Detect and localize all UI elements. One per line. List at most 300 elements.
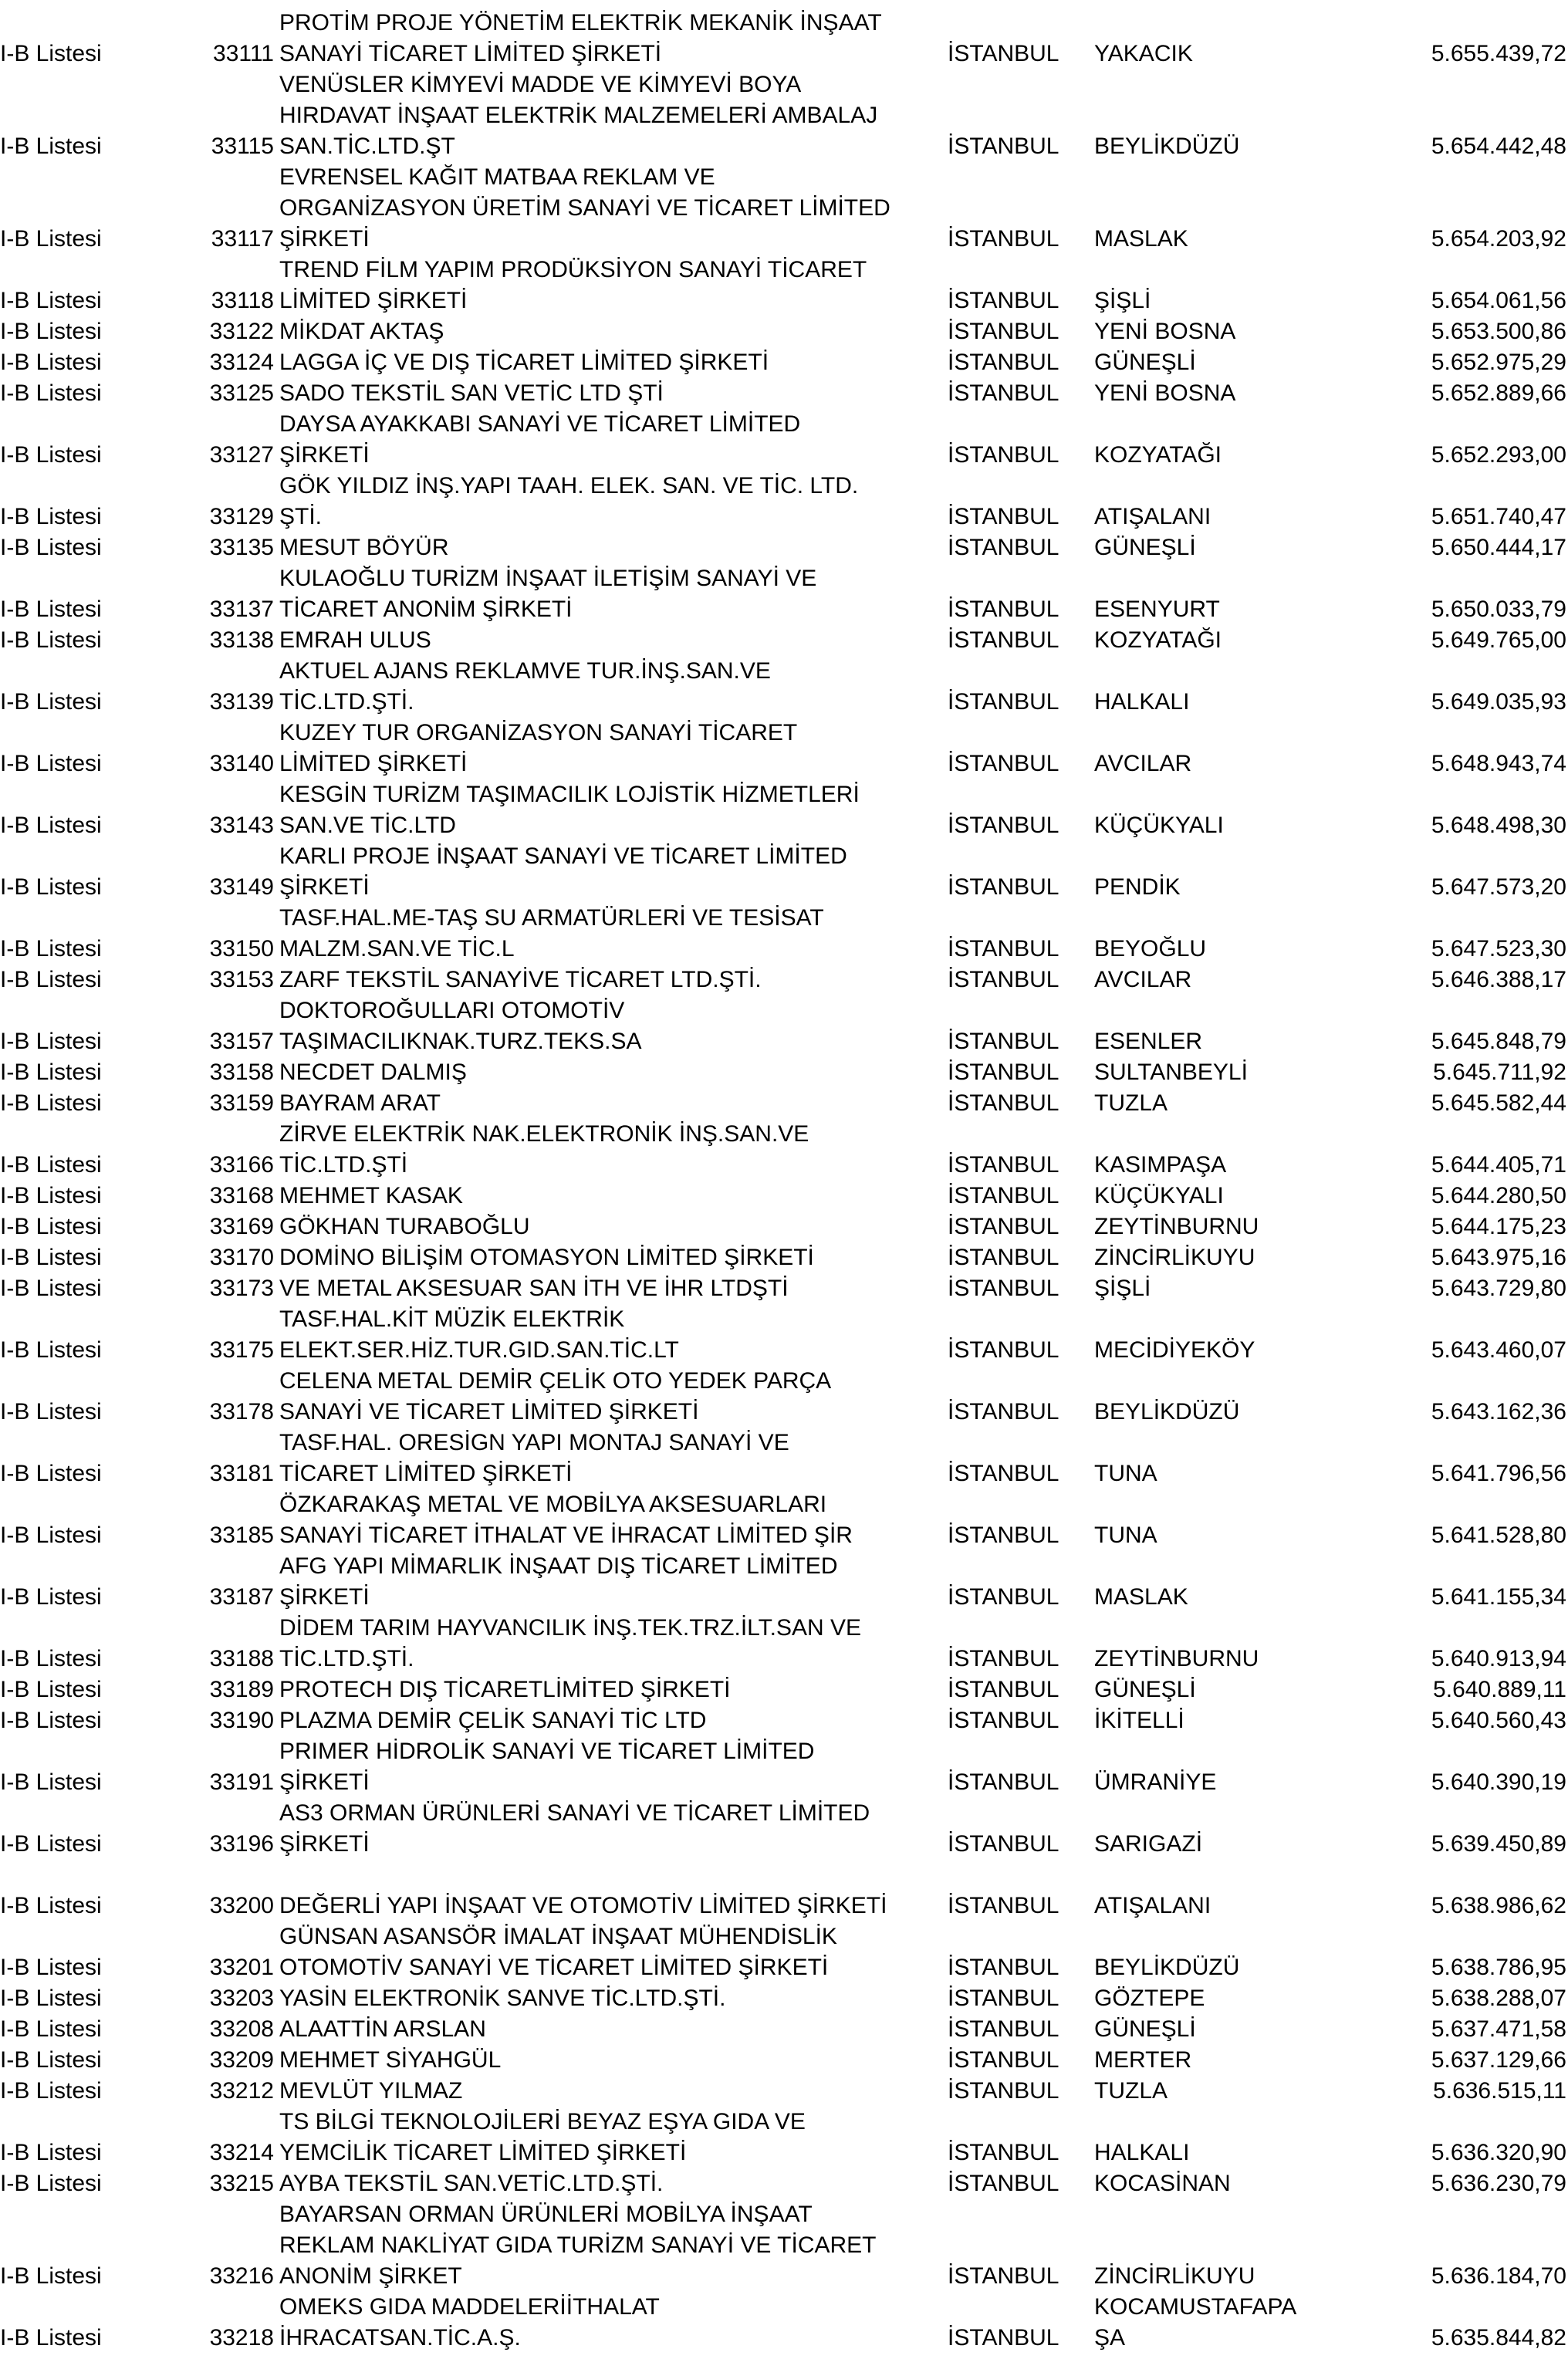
company-name-line: GÖK YILDIZ İNŞ.YAPI TAAH. ELEK. SAN. VE TİC. LTD. (279, 473, 859, 498)
company-name (274, 965, 943, 995)
company-name-line: ŞİRKETİ (279, 874, 370, 900)
list-label: I-B Listesi (0, 1337, 102, 1363)
list-label: I-B Listesi (0, 442, 102, 468)
list-label: I-B Listesi (0, 627, 102, 653)
company-name-line: TASF.HAL.ME-TAŞ SU ARMATÜRLERİ VE TESİSAT (279, 905, 824, 931)
district-line: ÜMRANİYE (1094, 1769, 1217, 1795)
company-name (274, 409, 943, 471)
company-name-line: OMEKS GIDA MADDELERİİTHALAT (279, 2294, 660, 2320)
district (1094, 39, 1418, 69)
list-label: I-B Listesi (0, 1152, 102, 1178)
company-name (274, 2045, 943, 2076)
district (1094, 1150, 1418, 1181)
amount: 5.645.711,92 (1433, 1060, 1566, 1085)
table-row (0, 2076, 1568, 2107)
district (1094, 1181, 1418, 1212)
city: İSTANBUL (948, 1214, 1059, 1239)
district-line: GÜNEŞLİ (1094, 2016, 1196, 2042)
company-name-line: VENÜSLER KİMYEVİ MADDE VE KİMYEVİ BOYA (279, 72, 802, 97)
record-number: 33149 (209, 874, 274, 900)
company-name (274, 69, 943, 162)
company-name-line: TAŞIMACILIKNAK.TURZ.TEKS.SA (279, 1029, 642, 1054)
amount: 5.652.889,66 (1431, 380, 1566, 406)
district-line: ZİNCİRLİKUYU (1094, 1245, 1255, 1270)
district-line: YENİ BOSNA (1094, 319, 1236, 344)
district (1094, 131, 1418, 162)
district (1094, 872, 1418, 903)
table-row (0, 347, 1568, 378)
city: İSTANBUL (948, 813, 1059, 838)
amount: 5.637.129,66 (1431, 2047, 1566, 2073)
district (1094, 1582, 1418, 1613)
record-number: 33187 (209, 1584, 274, 1610)
document-table (0, 8, 1568, 2354)
company-name-line: KULAOĞLU TURİZM İNŞAAT İLETİŞİM SANAYİ VE (279, 566, 817, 591)
list-label: I-B Listesi (0, 226, 102, 252)
record-number: 33150 (209, 936, 274, 962)
company-name (274, 1891, 943, 1921)
company-name (274, 1088, 943, 1119)
table-row (0, 532, 1568, 563)
list-label: I-B Listesi (0, 1955, 102, 1980)
company-name-line: TİC.LTD.ŞTİ. (279, 1646, 414, 1671)
company-name-line: TS BİLGİ TEKNOLOJİLERİ BEYAZ EŞYA GIDA VE (279, 2109, 806, 2134)
district-line: MECİDİYEKÖY (1094, 1337, 1255, 1363)
table-row (0, 1242, 1568, 1273)
amount: 5.647.573,20 (1431, 874, 1566, 900)
district-line: TUZLA (1094, 1090, 1168, 1116)
amount: 5.640.889,11 (1433, 1677, 1566, 1702)
company-name-line: LAGGA İÇ VE DIŞ TİCARET LİMİTED ŞİRKETİ (279, 350, 769, 375)
district (1094, 965, 1418, 995)
record-number: 33216 (209, 2263, 274, 2289)
list-label: I-B Listesi (0, 1276, 102, 1301)
table-row (0, 903, 1568, 965)
district-line: HALKALI (1094, 689, 1190, 715)
district (1094, 1057, 1418, 1088)
company-name (274, 471, 943, 532)
record-number: 33190 (209, 1708, 274, 1733)
company-name (274, 1798, 943, 1860)
list-label: I-B Listesi (0, 1769, 102, 1795)
amount: 5.647.523,30 (1431, 936, 1566, 962)
company-name (274, 162, 943, 255)
district-line: TUNA (1094, 1523, 1157, 1548)
record-number: 33173 (209, 1276, 274, 1301)
list-label: I-B Listesi (0, 1677, 102, 1702)
list-label: I-B Listesi (0, 1646, 102, 1671)
company-name-line: MEHMET KASAK (279, 1183, 463, 1208)
amount: 5.655.439,72 (1431, 41, 1566, 66)
city: İSTANBUL (948, 2016, 1059, 2042)
table-row (0, 2014, 1568, 2045)
district-line: BEYLİKDÜZÜ (1094, 133, 1240, 159)
record-number: 33138 (209, 627, 274, 653)
table-row (0, 1088, 1568, 1119)
company-name-line: ZİRVE ELEKTRİK NAK.ELEKTRONİK İNŞ.SAN.VE (279, 1121, 809, 1147)
district (1094, 1458, 1418, 1489)
company-name-line: YASİN ELEKTRONİK SANVE TİC.LTD.ŞTİ. (279, 1986, 726, 2011)
table-row (0, 255, 1568, 316)
district (1094, 1952, 1418, 1983)
city: İSTANBUL (948, 936, 1059, 962)
amount: 5.635.844,82 (1431, 2325, 1566, 2351)
district-line: MASLAK (1094, 1584, 1188, 1610)
district-line: ESENLER (1094, 1029, 1203, 1054)
company-name (274, 532, 943, 563)
company-name-line: VE METAL AKSESUAR SAN İTH VE İHR LTDŞTİ (279, 1276, 789, 1301)
district (1094, 749, 1418, 779)
company-name-line: İHRACATSAN.TİC.A.Ş. (279, 2325, 521, 2351)
district-line: GÜNEŞLİ (1094, 1677, 1196, 1702)
district-line: GÖZTEPE (1094, 1986, 1205, 2011)
city: İSTANBUL (948, 1461, 1059, 1486)
company-name-line: AKTUEL AJANS REKLAMVE TUR.İNŞ.SAN.VE (279, 658, 771, 684)
record-number: 33137 (209, 597, 274, 622)
company-name-line: BAYRAM ARAT (279, 1090, 441, 1116)
table-row (0, 1119, 1568, 1181)
amount: 5.643.162,36 (1431, 1399, 1566, 1425)
company-name-line: MEVLÜT YILMAZ (279, 2078, 463, 2104)
city: İSTANBUL (948, 2325, 1059, 2351)
district-line: HALKALI (1094, 2140, 1190, 2165)
city: İSTANBUL (948, 1276, 1059, 1301)
district (1094, 286, 1418, 316)
table-row (0, 1304, 1568, 1366)
district (1094, 2014, 1418, 2045)
list-label: I-B Listesi (0, 380, 102, 406)
record-number: 33189 (209, 1677, 274, 1702)
company-name-line: DOKTOROĞULLARI OTOMOTİV (279, 998, 625, 1023)
record-number: 33124 (209, 350, 274, 375)
district-line: KÜÇÜKYALI (1094, 813, 1224, 838)
district (1094, 1891, 1418, 1921)
company-name-line: PROTECH DIŞ TİCARETLİMİTED ŞİRKETİ (279, 1677, 731, 1702)
amount: 5.641.528,80 (1431, 1523, 1566, 1548)
company-name-line: TASF.HAL. ORESİGN YAPI MONTAJ SANAYİ VE (279, 1430, 789, 1455)
district (1094, 810, 1418, 841)
table-row (0, 1489, 1568, 1551)
list-label: I-B Listesi (0, 1183, 102, 1208)
record-number: 33127 (209, 442, 274, 468)
list-label: I-B Listesi (0, 2263, 102, 2289)
amount: 5.654.061,56 (1431, 288, 1566, 313)
company-name (274, 1705, 943, 1736)
list-label: I-B Listesi (0, 1090, 102, 1116)
table-row (0, 1181, 1568, 1212)
table-row (0, 563, 1568, 625)
record-number: 33111 (213, 41, 274, 66)
record-number: 33122 (209, 319, 274, 344)
record-number: 33175 (209, 1337, 274, 1363)
table-row (0, 1551, 1568, 1613)
city: İSTANBUL (948, 2171, 1059, 2196)
record-number: 33215 (209, 2171, 274, 2196)
table-row (0, 409, 1568, 471)
record-number: 33118 (211, 288, 274, 313)
company-name-line: PLAZMA DEMİR ÇELİK SANAYİ TİC LTD (279, 1708, 707, 1733)
table-row (0, 1736, 1568, 1798)
district-line: YAKACIK (1094, 41, 1193, 66)
record-number: 33125 (209, 380, 274, 406)
company-name-line: ŞİRKETİ (279, 442, 370, 468)
table-row (0, 1891, 1568, 1921)
company-name-line: AYBA TEKSTİL SAN.VETİC.LTD.ŞTİ. (279, 2171, 664, 2196)
list-label: I-B Listesi (0, 2078, 102, 2104)
amount: 5.640.913,94 (1431, 1646, 1566, 1671)
company-name (274, 1119, 943, 1181)
amount: 5.643.460,07 (1431, 1337, 1566, 1363)
record-number: 33153 (209, 967, 274, 992)
record-number: 33191 (209, 1769, 274, 1795)
table-row (0, 1428, 1568, 1489)
company-name (274, 1489, 943, 1551)
list-label: I-B Listesi (0, 1893, 102, 1918)
record-number: 33170 (209, 1245, 274, 1270)
record-number: 33143 (209, 813, 274, 838)
district (1094, 1520, 1418, 1551)
list-label: I-B Listesi (0, 967, 102, 992)
district-line: BEYOĞLU (1094, 936, 1207, 962)
district (1094, 1335, 1418, 1366)
company-name-line: ZARF TEKSTİL SANAYİVE TİCARET LTD.ŞTİ. (279, 967, 762, 992)
city: İSTANBUL (948, 1090, 1059, 1116)
city: İSTANBUL (948, 2078, 1059, 2104)
company-name-line: EVRENSEL KAĞIT MATBAA REKLAM VE (279, 164, 715, 190)
company-name-line: ŞİRKETİ (279, 226, 370, 252)
company-name (274, 625, 943, 656)
company-name-line: KUZEY TUR ORGANİZASYON SANAYİ TİCARET (279, 720, 798, 745)
company-name-line: DEĞERLİ YAPI İNŞAAT VE OTOMOTİV LİMİTED ŞİRKETİ (279, 1893, 887, 1918)
amount: 5.650.444,17 (1431, 535, 1566, 560)
list-label: I-B Listesi (0, 1986, 102, 2011)
district-line: ŞA (1094, 2325, 1126, 2351)
city: İSTANBUL (948, 1831, 1059, 1857)
district (1094, 1212, 1418, 1242)
city: İSTANBUL (948, 1245, 1059, 1270)
record-number: 33117 (211, 226, 274, 252)
district-line: AVCILAR (1094, 751, 1192, 776)
company-name-line: DİDEM TARIM HAYVANCILIK İNŞ.TEK.TRZ.İLT.SAN VE (279, 1615, 862, 1641)
company-name-line: AS3 ORMAN ÜRÜNLERİ SANAYİ VE TİCARET LİMİTED (279, 1800, 870, 1826)
city: İSTANBUL (948, 1646, 1059, 1671)
amount: 5.645.848,79 (1431, 1029, 1566, 1054)
list-label: I-B Listesi (0, 689, 102, 715)
record-number: 33181 (209, 1461, 274, 1486)
table-row (0, 1366, 1568, 1428)
record-number: 33214 (209, 2140, 274, 2165)
company-name (274, 2076, 943, 2107)
table-row (0, 1273, 1568, 1304)
district-line: ŞİŞLİ (1094, 1276, 1151, 1301)
record-number: 33185 (209, 1523, 274, 1548)
table-row (0, 995, 1568, 1057)
table-row (0, 656, 1568, 718)
company-name (274, 1921, 943, 1983)
company-name-line: TİC.LTD.ŞTİ. (279, 689, 414, 715)
company-name-line: ALAATTİN ARSLAN (279, 2016, 486, 2042)
record-number: 33200 (209, 1893, 274, 1918)
city: İSTANBUL (948, 597, 1059, 622)
company-name (274, 718, 943, 779)
company-name (274, 1983, 943, 2014)
amount: 5.641.155,34 (1431, 1584, 1566, 1610)
city: İSTANBUL (948, 1677, 1059, 1702)
table-row (0, 2045, 1568, 2076)
district (1094, 687, 1418, 718)
district (1094, 1829, 1418, 1860)
company-name-line: ELEKT.SER.HİZ.TUR.GID.SAN.TİC.LT (279, 1337, 679, 1363)
record-number: 33188 (209, 1646, 274, 1671)
company-name-line: REKLAM NAKLİYAT GIDA TURİZM SANAYİ VE TİCARET (279, 2232, 877, 2258)
city: İSTANBUL (948, 967, 1059, 992)
city: İSTANBUL (948, 442, 1059, 468)
district (1094, 2076, 1418, 2107)
record-number: 33166 (209, 1152, 274, 1178)
table-row (0, 471, 1568, 532)
company-name-line: SANAYİ TİCARET LİMİTED ŞİRKETİ (279, 41, 662, 66)
company-name (274, 1366, 943, 1428)
district (1094, 625, 1418, 656)
city: İSTANBUL (948, 1769, 1059, 1795)
table-row (0, 316, 1568, 347)
city: İSTANBUL (948, 1029, 1059, 1054)
city: İSTANBUL (948, 41, 1059, 66)
list-label: I-B Listesi (0, 2047, 102, 2073)
company-name (274, 995, 943, 1057)
district (1094, 224, 1418, 255)
district (1094, 532, 1418, 563)
list-label: I-B Listesi (0, 535, 102, 560)
district-line: BEYLİKDÜZÜ (1094, 1399, 1240, 1425)
city: İSTANBUL (948, 1183, 1059, 1208)
company-name (274, 1613, 943, 1675)
company-name (274, 2014, 943, 2045)
record-number: 33203 (209, 1986, 274, 2011)
district-line: GÜNEŞLİ (1094, 535, 1196, 560)
amount: 5.652.975,29 (1431, 350, 1566, 375)
city: İSTANBUL (948, 751, 1059, 776)
table-row (0, 1921, 1568, 1983)
district-line: ZEYTİNBURNU (1094, 1214, 1259, 1239)
table-row (0, 1675, 1568, 1705)
city: İSTANBUL (948, 874, 1059, 900)
company-name-line: ORGANİZASYON ÜRETİM SANAYİ VE TİCARET LİMİTED (279, 195, 890, 221)
company-name-line: KESGİN TURİZM TAŞIMACILIK LOJİSTİK HİZMETLERİ (279, 782, 860, 807)
amount: 5.645.582,44 (1431, 1090, 1566, 1116)
company-name (274, 8, 943, 69)
table-row (0, 2292, 1568, 2354)
list-label: I-B Listesi (0, 597, 102, 622)
amount: 5.643.975,16 (1431, 1245, 1566, 1270)
list-label: I-B Listesi (0, 2016, 102, 2042)
district-line: ŞİŞLİ (1094, 288, 1151, 313)
city: İSTANBUL (948, 380, 1059, 406)
record-number: 33129 (209, 504, 274, 529)
list-label: I-B Listesi (0, 1831, 102, 1857)
record-number: 33212 (209, 2078, 274, 2104)
district-line: KOZYATAĞI (1094, 627, 1222, 653)
company-name (274, 378, 943, 409)
list-label: I-B Listesi (0, 1461, 102, 1486)
table-row (0, 1212, 1568, 1242)
company-name (274, 563, 943, 625)
district (1094, 1026, 1418, 1057)
record-number: 33115 (211, 133, 274, 159)
record-number: 33157 (209, 1029, 274, 1054)
city: İSTANBUL (948, 535, 1059, 560)
list-label: I-B Listesi (0, 751, 102, 776)
company-name-line: SANAYİ VE TİCARET LİMİTED ŞİRKETİ (279, 1399, 699, 1425)
district (1094, 1767, 1418, 1798)
company-name-line: ŞİRKETİ (279, 1769, 370, 1795)
district (1094, 1644, 1418, 1675)
city: İSTANBUL (948, 350, 1059, 375)
company-name (274, 1273, 943, 1304)
amount: 5.637.471,58 (1431, 2016, 1566, 2042)
list-label: I-B Listesi (0, 1060, 102, 1085)
table-row (0, 2199, 1568, 2292)
district-line: SARIGAZİ (1094, 1831, 1203, 1857)
record-number: 33218 (209, 2325, 274, 2351)
list-label: I-B Listesi (0, 936, 102, 962)
table-row (0, 2168, 1568, 2199)
company-name (274, 1057, 943, 1088)
company-name (274, 1736, 943, 1798)
district (1094, 1983, 1418, 2014)
district-line: KASIMPAŞA (1094, 1152, 1227, 1178)
city: İSTANBUL (948, 1584, 1059, 1610)
company-name-line: ŞTİ. (279, 504, 323, 529)
company-name (274, 255, 943, 316)
company-name-line: SANAYİ TİCARET İTHALAT VE İHRACAT LİMİTED ŞİR (279, 1523, 853, 1548)
district-line: BEYLİKDÜZÜ (1094, 1955, 1240, 1980)
record-number: 33139 (209, 689, 274, 715)
list-label: I-B Listesi (0, 1029, 102, 1054)
company-name-line: SAN.TİC.LTD.ŞT (279, 133, 455, 159)
list-label: I-B Listesi (0, 813, 102, 838)
record-number: 33135 (209, 535, 274, 560)
company-name (274, 1675, 943, 1705)
company-name (274, 1242, 943, 1273)
amount: 5.636.515,11 (1433, 2078, 1566, 2104)
company-name-line: MALZM.SAN.VE TİC.L (279, 936, 515, 962)
district-line: TUNA (1094, 1461, 1157, 1486)
table-row (0, 1613, 1568, 1675)
amount: 5.644.280,50 (1431, 1183, 1566, 1208)
amount: 5.654.203,92 (1431, 226, 1566, 252)
record-number: 33169 (209, 1214, 274, 1239)
district (1094, 316, 1418, 347)
list-label: I-B Listesi (0, 133, 102, 159)
city: İSTANBUL (948, 504, 1059, 529)
company-name (274, 2292, 943, 2354)
company-name-line: TİC.LTD.ŞTİ (279, 1152, 408, 1178)
company-name-line: PROTİM PROJE YÖNETİM ELEKTRİK MEKANİK İNŞAAT (279, 10, 882, 35)
district (1094, 2168, 1418, 2199)
city: İSTANBUL (948, 2263, 1059, 2289)
amount: 5.644.175,23 (1431, 1214, 1566, 1239)
company-name-line: MİKDAT AKTAŞ (279, 319, 444, 344)
district-line: ATIŞALANI (1094, 1893, 1211, 1918)
record-number: 33208 (209, 2016, 274, 2042)
city: İSTANBUL (948, 627, 1059, 653)
district (1094, 2045, 1418, 2076)
list-label: I-B Listesi (0, 1399, 102, 1425)
list-label: I-B Listesi (0, 288, 102, 313)
district (1094, 378, 1418, 409)
amount: 5.648.498,30 (1431, 813, 1566, 838)
